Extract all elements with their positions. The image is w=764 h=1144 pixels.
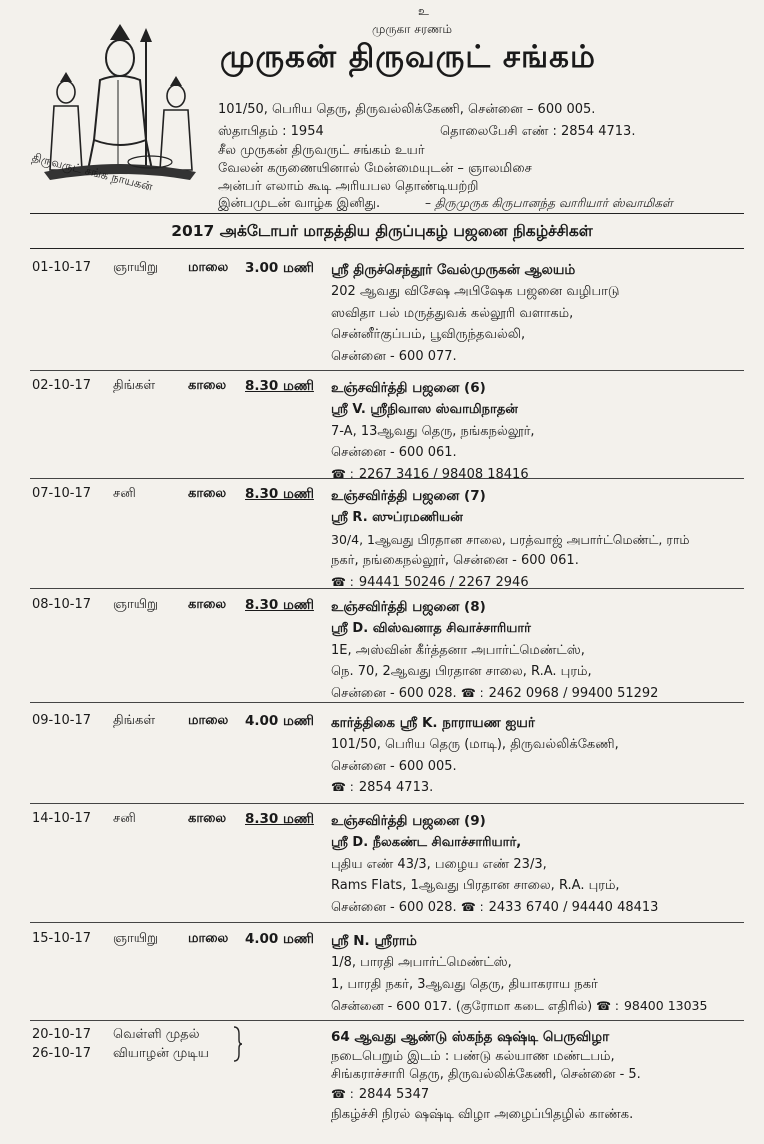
event-details [331, 378, 751, 485]
telephone-icon: ☎ : [460, 685, 484, 700]
event-title: ஸ்ரீ திருச்செந்தூர் வேல்முருகன் ஆலயம் [331, 262, 576, 278]
right-brace-icon [233, 1026, 243, 1062]
event-session: மாலை [188, 931, 229, 946]
row-separator [30, 1020, 744, 1021]
telephone-icon: ☎ : [331, 466, 354, 481]
organization-address: 101/50, பெரிய தெரு, திருவல்லிக்கேணி, சென்னை – 600 005. [218, 102, 596, 117]
event-details [331, 597, 751, 704]
event-line: நெ. 70, 2ஆவது பிரதான சாலை, R.A. புரம், [331, 664, 592, 679]
event-line: சென்னை - 600 061. [331, 445, 457, 460]
event-date: 01-10-17 [32, 260, 92, 275]
event-time: 4.00 மணி [245, 713, 314, 729]
event-title: உஞ்சவிர்த்தி பஜனை (7) [331, 488, 486, 504]
event-session: காலை [188, 597, 227, 612]
logo-caption: திருவருட் சங்க நாயகன் [30, 150, 155, 194]
event-session: மாலை [188, 713, 229, 728]
event-day: திங்கள் [113, 713, 156, 728]
event-phone: 2854 4713. [358, 780, 434, 795]
event-title: கார்த்திகை ஸ்ரீ K. நாராயண ஐயர் [331, 715, 535, 731]
verse-line-1: சீல முருகன் திருவருட் சங்கம் உயர் [218, 143, 425, 158]
event-line: 1/8, பாரதி அபார்ட்மெண்ட்ஸ், [331, 955, 512, 970]
event-line: 1E, அஸ்வின் கீர்த்தனா அபார்ட்மெண்ட்ஸ், [331, 642, 585, 658]
event-note: நிகழ்ச்சி நிரல் ஷஷ்டி விழா அழைப்பிதழில் காண்க. [331, 1107, 634, 1122]
event-start-day: வெள்ளி முதல் [113, 1027, 200, 1042]
header [30, 0, 750, 212]
event-details [331, 260, 751, 367]
event-host: ஸ்ரீ V. ஸ்ரீநிவாஸ ஸ்வாமிநாதன் [331, 402, 518, 417]
telephone-icon: ☎ : [331, 1087, 354, 1101]
verse-author: – திருமுருக கிருபானந்த வாரியார் ஸ்வாமிகள் [425, 196, 673, 210]
event-host: ஸ்ரீ D. நீலகண்ட சிவாச்சாரியார், [331, 835, 522, 850]
om-symbol: உ [418, 4, 429, 18]
event-phone: 2844 5347 [358, 1087, 430, 1102]
event-phone: 2433 6740 / 94440 48413 [488, 899, 659, 915]
telephone-icon: ☎ : [331, 574, 354, 589]
row-separator [30, 922, 744, 923]
event-phone: 2462 0968 / 99400 51292 [488, 685, 659, 701]
event-session: காலை [188, 811, 227, 826]
event-title: உஞ்சவிர்த்தி பஜனை (8) [331, 599, 486, 615]
event-line: Rams Flats, 1ஆவது பிரதான சாலை, R.A. புரம், [331, 878, 620, 893]
event-line: சென்னை - 600 005. [331, 758, 457, 774]
invocation: முருகா சரணம் [372, 22, 452, 36]
event-date: 07-10-17 [32, 486, 92, 501]
event-details [331, 713, 751, 799]
event-title: ஸ்ரீ N. ஸ்ரீராம் [331, 933, 417, 949]
event-day: சனி [113, 486, 136, 501]
row-separator [30, 370, 744, 371]
event-line: 202 ஆவது விசேஷ அபிஷேக பஜனை வழிபாடு [331, 284, 620, 299]
verse-line-3: அன்பர் எலாம் கூடி அரியபல தொண்டியற்றி [218, 179, 479, 194]
event-details [331, 1027, 751, 1125]
event-line: சென்னை - 600 028. [331, 899, 457, 915]
event-phone: 2267 3416 / 98408 18416 [358, 466, 529, 482]
event-session: மாலை [188, 260, 229, 275]
event-line: நடைபெறும் இடம் : பண்டு கல்யாண மண்டபம், [331, 1049, 615, 1064]
event-time: 8.30 மணி [245, 811, 314, 827]
event-end-date: 26-10-17 [32, 1046, 92, 1061]
event-time: 8.30 மணி [245, 378, 314, 394]
event-line: சென்னை - 600 017. (குரோமா கடை எதிரில்) [331, 998, 593, 1013]
event-end-day: வியாழன் முடிய [113, 1046, 209, 1061]
event-line: சிங்கராச்சாரி தெரு, திருவல்லிக்கேணி, சென்னை - 5. [331, 1067, 641, 1082]
event-title: உஞ்சவிர்த்தி பஜனை (6) [331, 380, 486, 396]
event-line: ஸவிதா பல் மருத்துவக் கல்லூரி வளாகம், [331, 305, 574, 321]
event-host: ஸ்ரீ R. ஸுப்ரமணியன் [331, 510, 463, 525]
telephone-icon: ☎ : [331, 780, 354, 794]
event-line: சென்னை - 600 028. [331, 685, 457, 701]
row-separator [30, 702, 744, 703]
organization-title: முருகன் திருவருட் சங்கம் [220, 39, 596, 75]
event-date: 14-10-17 [32, 811, 92, 826]
event-session: காலை [188, 486, 227, 501]
row-separator [30, 478, 744, 479]
event-time: 3.00 மணி [245, 260, 314, 276]
event-start-date: 20-10-17 [32, 1027, 92, 1042]
event-line: புதிய எண் 43/3, பழைய எண் 23/3, [331, 856, 547, 872]
event-phone: 98400 13035 [623, 998, 708, 1013]
event-session: காலை [188, 378, 227, 393]
event-day: ஞாயிறு [113, 931, 158, 946]
event-date: 09-10-17 [32, 713, 92, 728]
event-details [331, 931, 751, 1018]
event-host: ஸ்ரீ D. விஸ்வனாத சிவாச்சாரியார் [331, 621, 531, 636]
event-day: திங்கள் [113, 378, 156, 393]
event-details [331, 486, 751, 593]
event-time: 8.30 மணி [245, 486, 314, 502]
event-time: 8.30 மணி [245, 597, 314, 613]
event-line: 101/50, பெரிய தெரு (மாடி), திருவல்லிக்கேணி, [331, 737, 619, 752]
row-separator [30, 803, 744, 804]
event-line: சென்னை - 600 077. [331, 348, 457, 364]
event-day: ஞாயிறு [113, 597, 158, 612]
event-line: 7-A, 13ஆவது தெரு, நங்கநல்லூர், [331, 423, 535, 439]
event-line: 30/4, 1ஆவது பிரதான சாலை, பரத்வாஜ் அபார்ட்மெண்ட், ராம் [331, 531, 690, 547]
event-phone: 94441 50246 / 2267 2946 [358, 574, 529, 590]
event-title: உஞ்சவிர்த்தி பஜனை (9) [331, 813, 486, 829]
verse-line-2: வேலன் கருணையினால் மேன்மையுடன் – ஞாலமிசை [218, 161, 532, 176]
program-title: 2017 அக்டோபர் மாதத்திய திருப்புகழ் பஜனை நிகழ்ச்சிகள் [171, 222, 593, 240]
event-date: 02-10-17 [32, 378, 92, 393]
event-day: ஞாயிறு [113, 260, 158, 275]
header-divider [30, 213, 744, 214]
event-line: சென்னீர்குப்பம், பூவிருந்தவல்லி, [331, 327, 526, 342]
event-title: 64 ஆவது ஆண்டு ஸ்கந்த ஷஷ்டி பெருவிழா [331, 1029, 610, 1045]
event-date: 15-10-17 [32, 931, 92, 946]
established-year: ஸ்தாபிதம் : 1954 [218, 124, 324, 139]
verse-line-4: இன்பமுடன் வாழ்க இனிது. [218, 196, 381, 211]
organization-phone: தொலைபேசி எண் : 2854 4713. [440, 124, 636, 139]
telephone-icon: ☎ : [460, 899, 484, 914]
event-line: 1, பாரதி நகர், 3ஆவது தெரு, தியாகராய நகர் [331, 976, 598, 992]
row-separator [30, 588, 744, 589]
event-details [331, 811, 751, 918]
event-day: சனி [113, 811, 136, 826]
event-date: 08-10-17 [32, 597, 92, 612]
event-line: நகர், நங்கைநல்லூர், சென்னை - 600 061. [331, 553, 579, 568]
event-time: 4.00 மணி [245, 931, 314, 947]
title-divider [30, 248, 744, 249]
telephone-icon: ☎ : [596, 999, 619, 1013]
